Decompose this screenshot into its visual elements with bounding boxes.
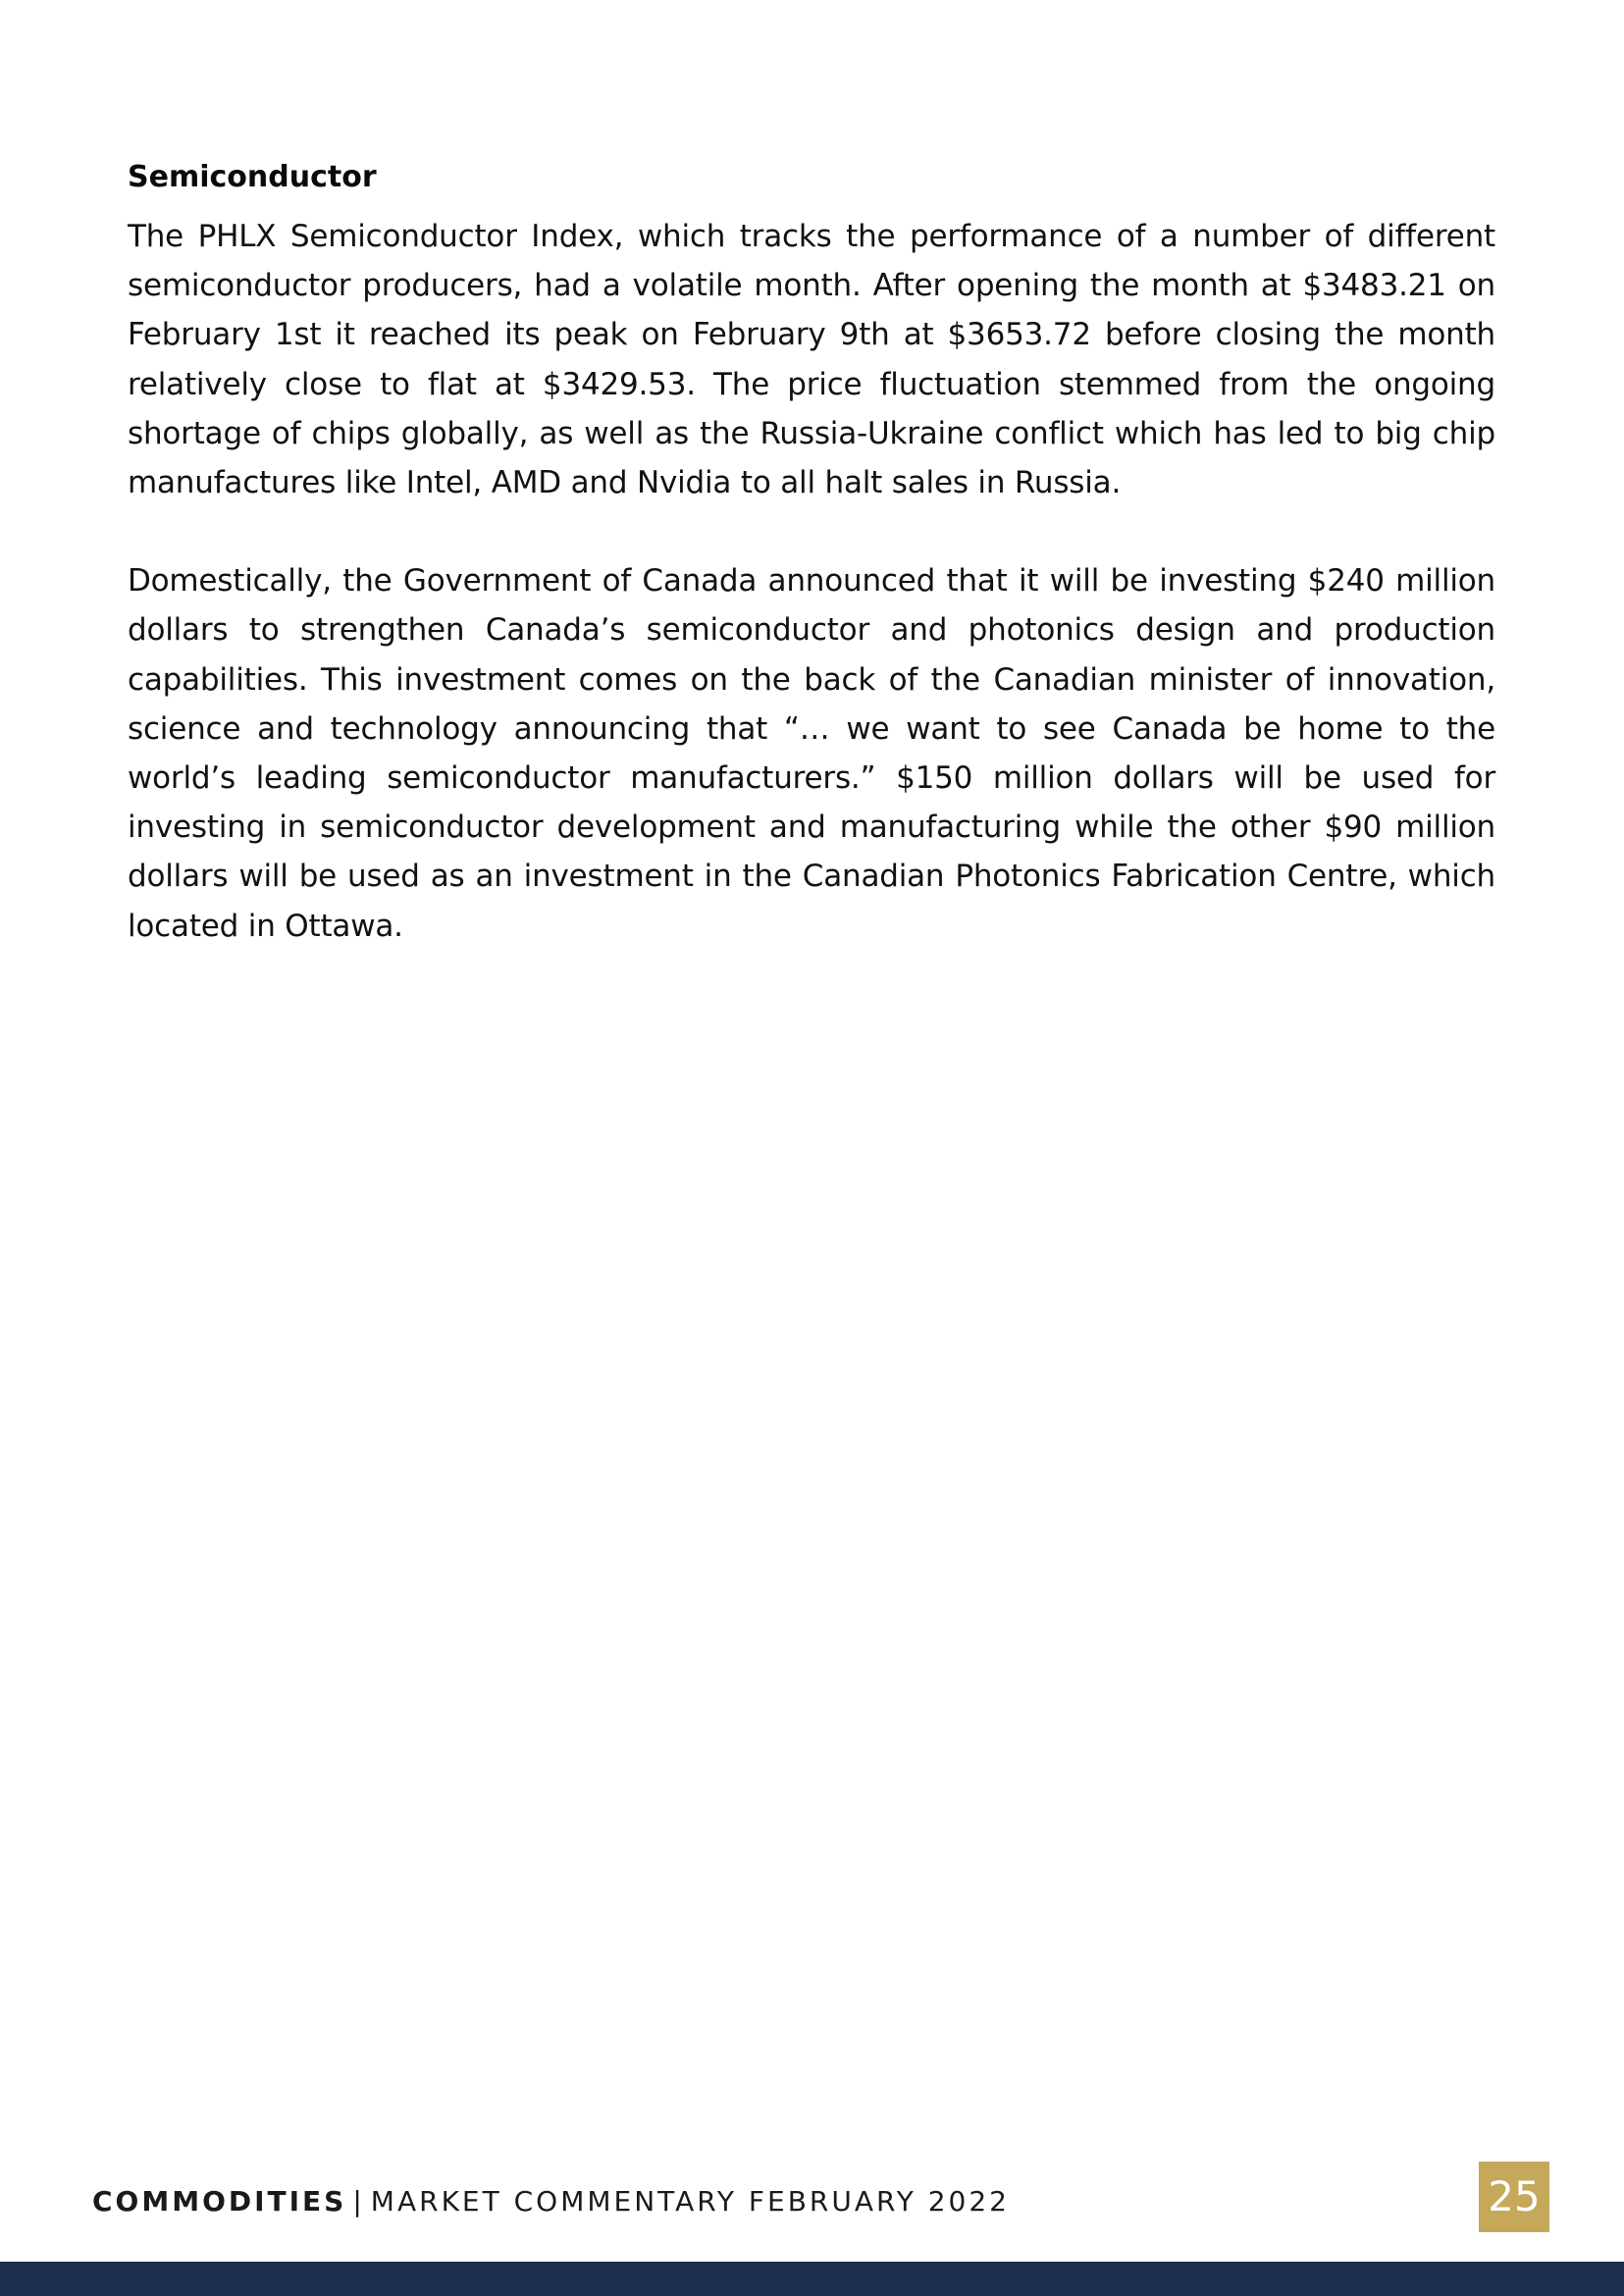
footer-band (0, 2262, 1624, 2296)
section-heading: Semiconductor (128, 160, 377, 194)
footer-document-title: MARKET COMMENTARY FEBRUARY 2022 (370, 2185, 1010, 2218)
article-body (128, 155, 1495, 951)
footer-label (92, 2182, 1010, 2221)
paragraph-semiconductor-index: The PHLX Semiconductor Index, which tracks the performance of a number of different semiconductor producers, had a volatile month. After opening the month at $3483.21 on February 1st it reached its peak on February 9th at $3653.72 before closing the month relatively close to flat at $3429.53. The price fluctuation stemmed from the ongoing shortage of chips globally, as well as the Russia-Ukraine conflict which has led to big chip manufactures like Intel, AMD and Nvidia to all halt sales in Russia. (128, 219, 1495, 501)
footer-separator: | (352, 2185, 365, 2218)
footer-section-name: COMMODITIES (92, 2185, 347, 2218)
paragraph-canada-investment: Domestically, the Government of Canada announced that it will be investing $240 million dollars to strengthen Canada’s semiconductor and photonics design and production capabilities. This investment comes on the back of the Canadian minister of innovation, science and technology announcing that “… we want to see Canada be home to the world’s leading semiconductor manufacturers.” $150 million dollars will be used for investing in semiconductor development and manufacturing while the other $90 million dollars will be used as an investment in the Canadian Photonics Fabrication Centre, which located in Ottawa. (128, 563, 1495, 944)
page-number-badge: 25 (1479, 2162, 1549, 2232)
